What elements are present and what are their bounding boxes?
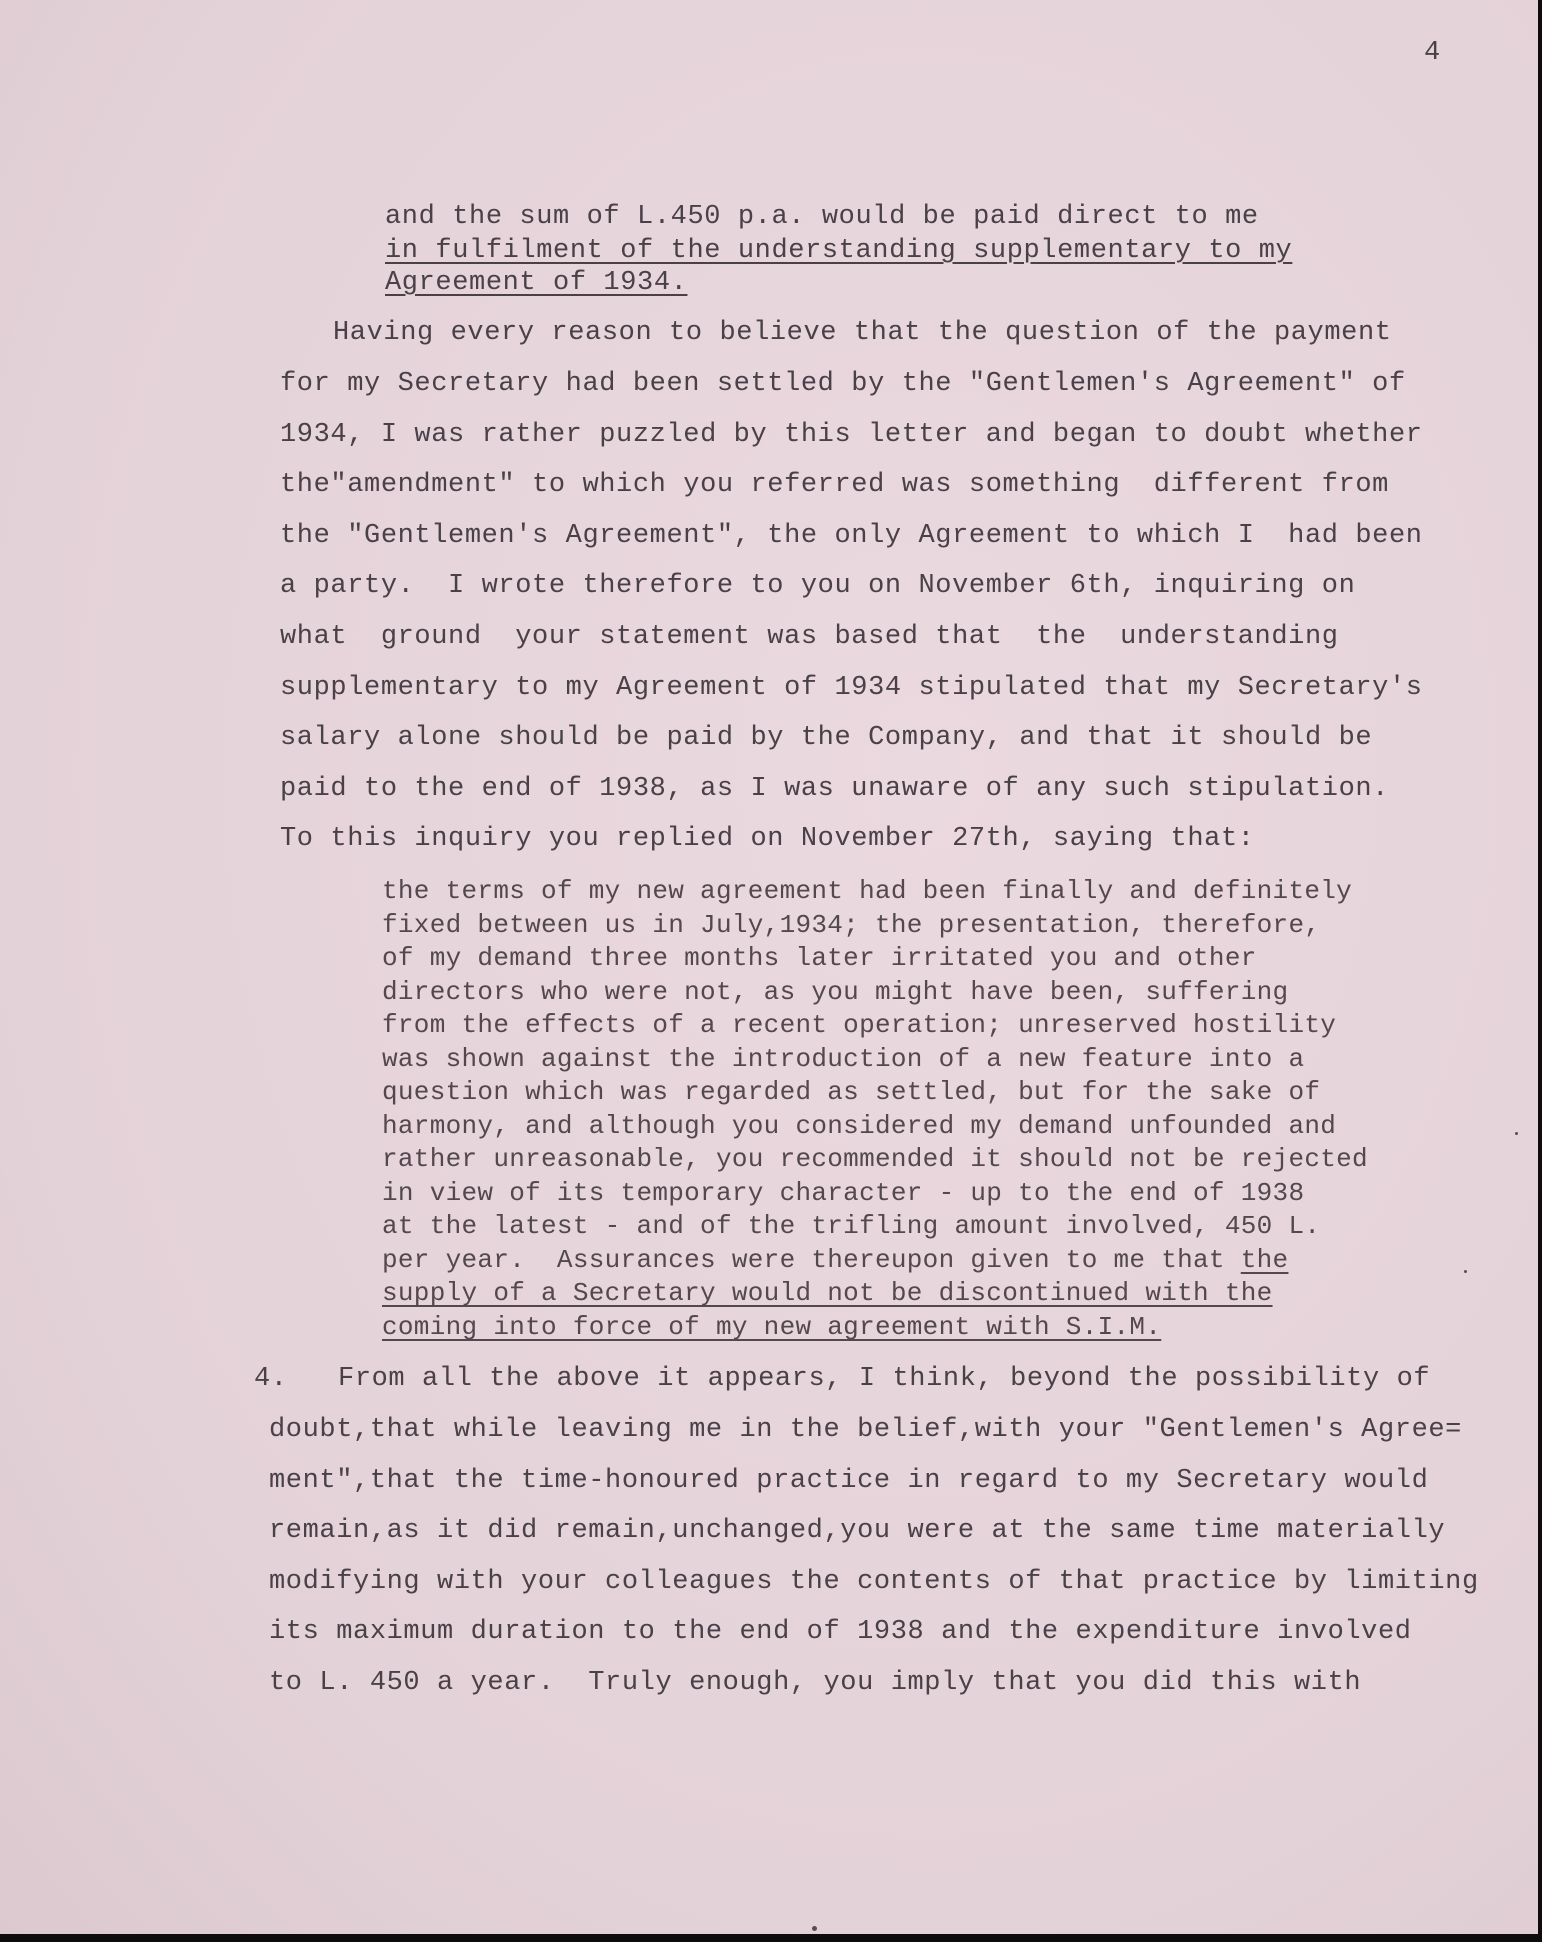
body-line: modifying with your colleagues the contents of that practice by limiting bbox=[269, 1567, 1479, 1597]
body-line: for my Secretary had been settled by the "Gentlemen's Agreement" of bbox=[280, 369, 1406, 399]
quote-line: the terms of my new agreement had been finally and definitely bbox=[382, 876, 1353, 906]
quote-line: from the effects of a recent operation; unreserved hostility bbox=[382, 1010, 1337, 1040]
quote-line: directors who were not, as you might have been, suffering bbox=[382, 977, 1289, 1007]
body-line: a party. I wrote therefore to you on November 6th, inquiring on bbox=[280, 571, 1356, 601]
body-line: the"amendment" to which you referred was something different from bbox=[280, 470, 1389, 500]
paper-speck bbox=[812, 1926, 817, 1931]
quote-line: fixed between us in July,1934; the presentation, therefore, bbox=[382, 910, 1321, 940]
quote-line: at the latest - and of the trifling amount involved, 450 L. bbox=[382, 1211, 1321, 1241]
quote-line-underlined: Agreement of 1934. bbox=[385, 268, 688, 298]
body-line: 1934, I was rather puzzled by this letter and began to doubt whether bbox=[280, 420, 1423, 450]
quote-line: in view of its temporary character - up to the end of 1938 bbox=[382, 1178, 1305, 1208]
quote-line: question which was regarded as settled, but for the sake of bbox=[382, 1077, 1321, 1107]
paper-speck bbox=[1515, 1132, 1518, 1135]
body-line: the "Gentlemen's Agreement", the only Agreement to which I had been bbox=[280, 521, 1423, 551]
quote-line: harmony, and although you considered my demand unfounded and bbox=[382, 1111, 1337, 1141]
body-line: ment",that the time-honoured practice in regard to my Secretary would bbox=[269, 1466, 1429, 1496]
quote-line: was shown against the introduction of a new feature into a bbox=[382, 1044, 1305, 1074]
body-line: what ground your statement was based that the understanding bbox=[280, 622, 1339, 652]
body-line: doubt,that while leaving me in the belief,with your "Gentlemen's Agree= bbox=[269, 1415, 1462, 1445]
quote-line-underlined: coming into force of my new agreement with S.I.M. bbox=[382, 1312, 1162, 1342]
quote-line-underlined: in fulfilment of the understanding supplementary to my bbox=[385, 236, 1293, 266]
quote-line-underlined: supply of a Secretary would not be discontinued with the bbox=[382, 1278, 1273, 1308]
quote-line: rather unreasonable, you recommended it should not be rejected bbox=[382, 1144, 1368, 1174]
body-line: to L. 450 a year. Truly enough, you imply that you did this with bbox=[269, 1668, 1362, 1698]
page-number: 4 bbox=[1424, 38, 1441, 68]
body-line: supplementary to my Agreement of 1934 stipulated that my Secretary's bbox=[280, 673, 1423, 703]
quote-line bbox=[382, 1245, 1288, 1275]
body-line: its maximum duration to the end of 1938 and the expenditure involved bbox=[269, 1617, 1412, 1647]
body-line: salary alone should be paid by the Company, and that it should be bbox=[280, 723, 1373, 753]
body-line: paid to the end of 1938, as I was unaware of any such stipulation. bbox=[280, 774, 1389, 804]
quote-line: of my demand three months later irritated you and other bbox=[382, 943, 1257, 973]
body-line: 4. From all the above it appears, I think, beyond the possibility of bbox=[254, 1364, 1431, 1394]
body-line: remain,as it did remain,unchanged,you were at the same time materially bbox=[269, 1516, 1446, 1546]
quote-text-underlined: the bbox=[1240, 1245, 1289, 1275]
paper-speck bbox=[1464, 1270, 1467, 1273]
quote-line: and the sum of L.450 p.a. would be paid direct to me bbox=[385, 202, 1259, 232]
body-line: To this inquiry you replied on November 27th, saying that: bbox=[280, 824, 1255, 854]
body-line: Having every reason to believe that the question of the payment bbox=[333, 318, 1392, 348]
quote-text: per year. Assurances were thereupon given to me that bbox=[382, 1245, 1241, 1275]
